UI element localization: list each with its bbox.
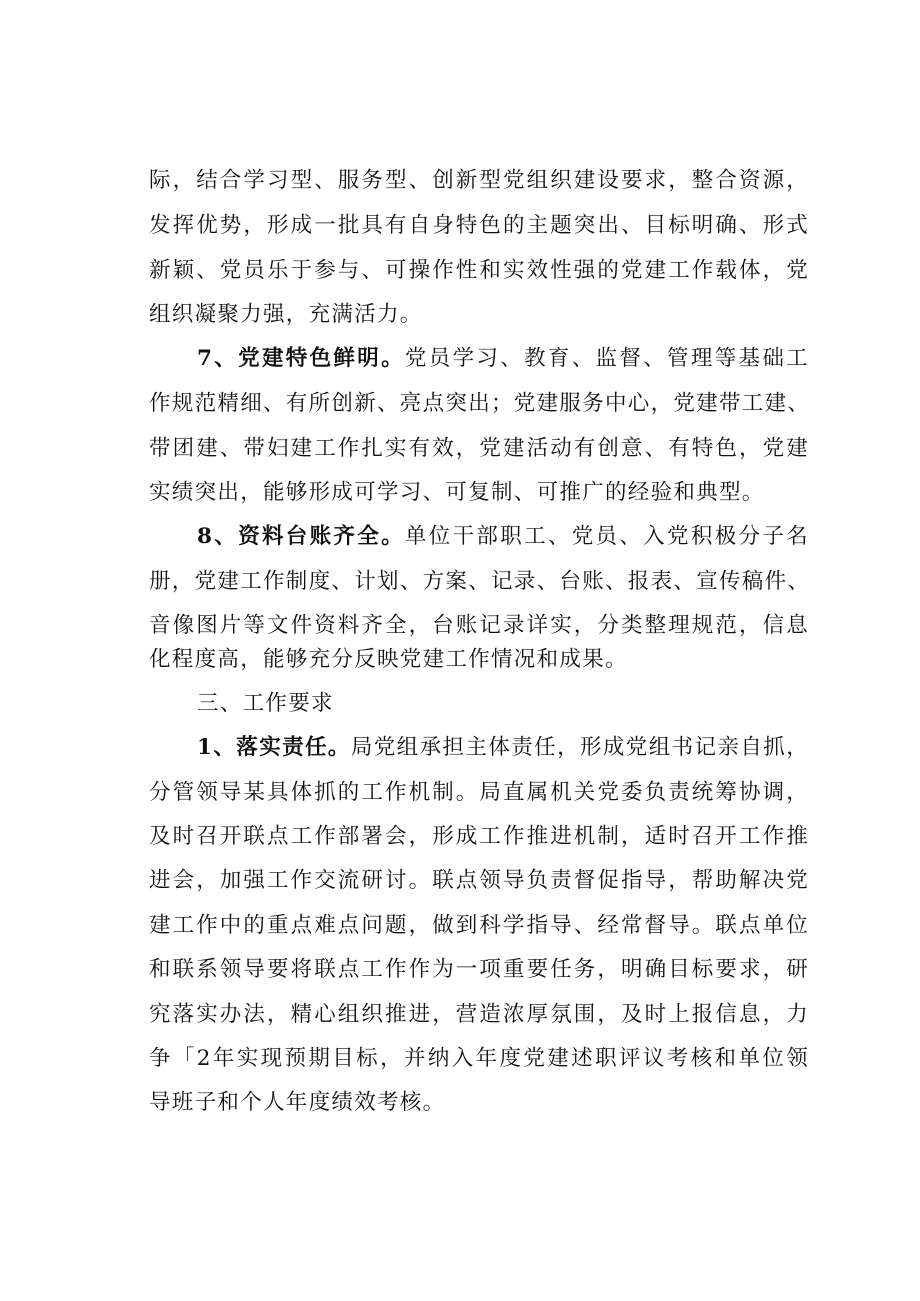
item7-first-line [197, 341, 809, 377]
intro-line-3: 新颖、党员乐于参与、可操作性和实效性强的党建工作载体，党 [149, 258, 809, 283]
req1-line-9: 导班子和个人年度绩效考核。 [149, 1090, 446, 1115]
item8-lead: 单位干部职工、党员、入党积极分子名 [404, 524, 809, 549]
req1-first-line [197, 730, 809, 766]
intro-line-1: 际，结合学习型、服务型、创新型党组织建设要求，整合资源， [149, 168, 809, 193]
req1-line-4: 进会，加强工作交流研讨。联点领导负责督促指导，帮助解决党 [149, 868, 809, 893]
item8-heading: 8、资料台账齐全。 [197, 524, 405, 549]
item7-heading: 7、党建特色鲜明。 [197, 346, 405, 371]
req1-line-8: 争「2年实现预期目标，并纳入年度党建述职评议考核和单位领 [149, 1046, 809, 1071]
req1-lead: 局党组承担主体责任，形成党组书记亲自抓， [350, 735, 809, 760]
item7-line-3: 带团建、带妇建工作扎实有效，党建活动有创意、有特色，党建 [149, 436, 809, 461]
req1-line-2: 分管领导某具体抓的工作机制。局直属机关党委负责统筹协调， [149, 780, 809, 805]
item7-line-4: 实绩突出，能够形成可学习、可复制、可推广的经验和典型。 [149, 480, 765, 505]
item8-line-2: 册，党建工作制度、计划、方案、记录、台账、报表、宣传稿件、 [149, 569, 811, 594]
req1-line-3: 及时召开联点工作部署会，形成工作推进机制，适时召开工作推 [149, 824, 809, 849]
item8-first-line [197, 519, 809, 555]
req1-heading: 1、落实责任。 [197, 735, 351, 760]
section3-title: 三、工作要求 [197, 691, 334, 716]
req1-line-5: 建工作中的重点难点问题，做到科学指导、经常督导。联点单位 [149, 913, 809, 938]
item8-line-3: 音像图片等文件资料齐全，台账记录详实，分类整理规范，信息 [149, 613, 809, 638]
item7-lead: 党员学习、教育、监督、管理等基础工 [404, 346, 809, 371]
req1-line-6: 和联系领导要将联点工作作为一项重要任务，明确目标要求，研 [149, 957, 809, 982]
intro-line-2: 发挥优势，形成一批具有自身特色的主题突出、目标明确、形式 [149, 213, 809, 238]
item7-line-2: 作规范精细、有所创新、亮点突出；党建服务中心，党建带工建、 [149, 391, 811, 416]
intro-line-4: 组织凝聚力强，充满活力。 [149, 302, 423, 327]
item8-line-4: 化程度高，能够充分反映党建工作情况和成果。 [149, 647, 628, 672]
req1-line-7: 究落实办法，精心组织推进，营造浓厚氛围，及时上报信息，力 [149, 1002, 809, 1027]
